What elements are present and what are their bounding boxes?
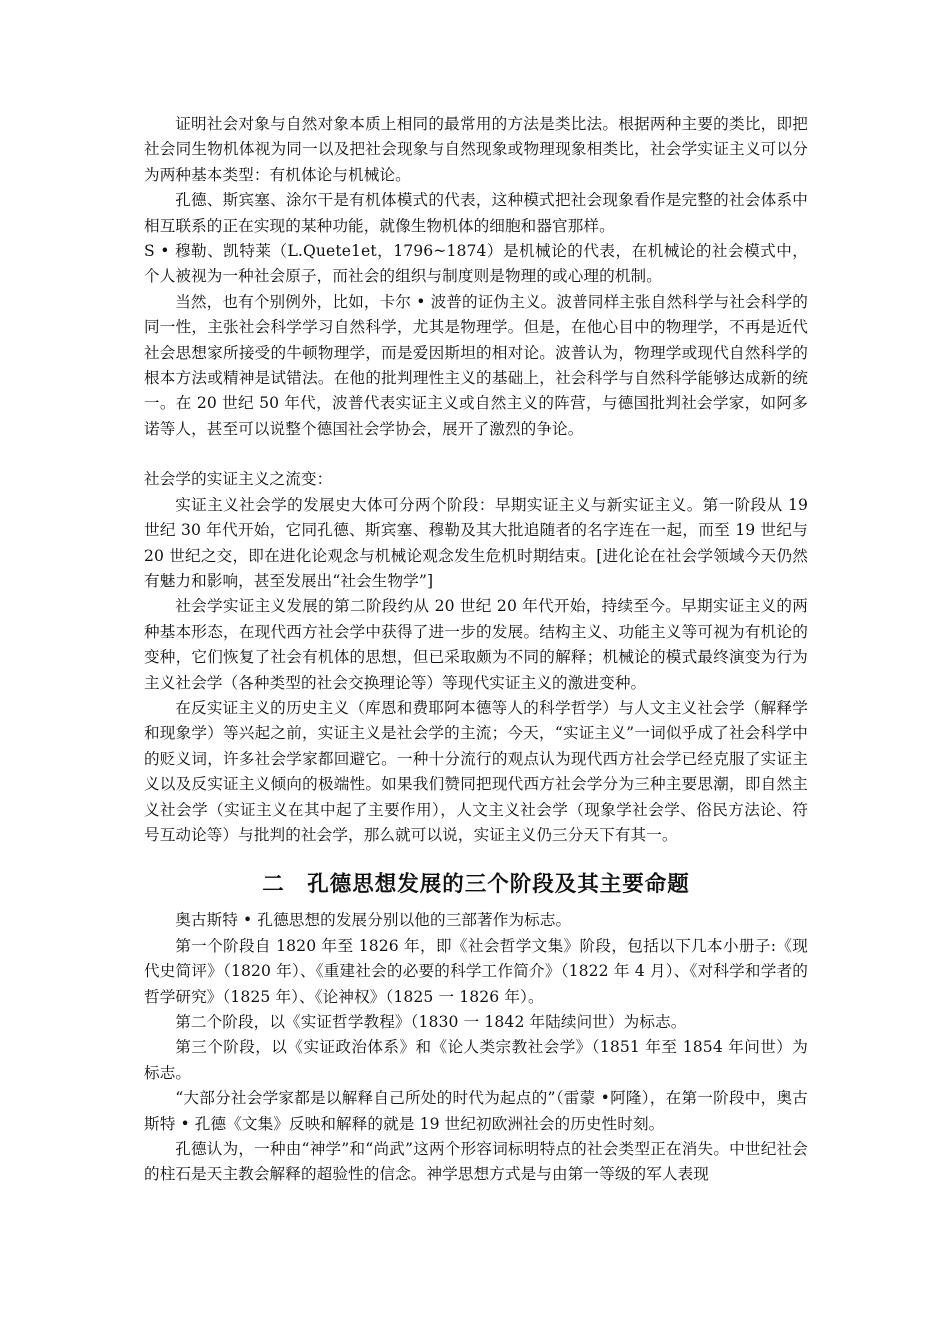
document-page <box>144 112 808 1188</box>
paragraph-second-stage: 社会学实证主义发展的第二阶段约从 20 世纪 20 年代开始，持续至今。早期实证主义的两种基本形态，在现代西方社会学中获得了进一步的发展。结构主义、功能主义等可视为有机论的变种，它们恢复了社会有机体的思想，但已采取颇为不同的解释；机械论的模式最终演变为行为主义社会学（各种类型的社会交换理论等）等现代实证主义的激进变种。 <box>144 597 808 692</box>
paragraph-second-stage-comte: 第二个阶段，以《实证哲学教程》（1830 一 1842 年陆续问世）为标志。 <box>175 1013 687 1031</box>
paragraph-third-stage-comte: 第三个阶段，以《实证政治体系》和《论人类宗教社会学》（1851 年至 1854 年问世）为标志。 <box>144 1038 808 1082</box>
paragraph-anti-positivism: 在反实证主义的历史主义（库恩和费耶阿本德等人的科学哲学）与人文主义社会学（解释学和现象学）等兴起之前，实证主义是社会学的主流；今天，“实证主义”一词似乎成了社会科学中的贬义词，许多社会学家都回避它。一种十分流行的观点认为现代西方社会学已经克服了实证主义以及反实证主义倾向的极端性。如果我们赞同把现代西方社会学分为三种主要思潮，即自然主义社会学（实证主义在其中起了主要作用），人文主义社会学（现象学社会学、俗民方法论、符号互动论等）与批判的社会学，那么就可以说，实证主义仍三分天下有其一。 <box>144 698 808 844</box>
paragraph-comte-works: 奥古斯特 • 孔德思想的发展分别以他的三部著作为标志。 <box>175 911 572 930</box>
paragraph-analogy-method: 证明社会对象与自然对象本质上相同的最常用的方法是类比法。根据两种主要的类比，即把社会同生物机体视为同一以及把社会现象与自然现象或物理现象相类比，社会学实证主义可以分为两种基本类型：有机体论与机械论。 <box>144 115 808 184</box>
section-label-positivism-evolution: 社会学的实证主义之流变： <box>144 470 333 489</box>
section-heading-comte-stages: 二 孔德思想发展的三个阶段及其主要命题 <box>262 872 690 898</box>
paragraph-organicism: 孔德、斯宾塞、涂尔干是有机体模式的代表，这种模式把社会现象看作是完整的社会体系中相互联系的正在实现的某种功能，就像生物机体的细胞和器官那样。 <box>144 191 808 235</box>
paragraph-first-stage: 第一个阶段自 1820 年至 1826 年，即《社会哲学文集》阶段，包括以下几本小册子:《现代史简评》（1820 年）、《重建社会的必要的科学工作简介》（1822 年 4 月）、《对科学和学者的哲学研究》（1825 年）、《论神权》（1825 一 1826 年）。 <box>144 936 808 1006</box>
paragraph-popper: 当然，也有个别例外，比如，卡尔 • 波普的证伪主义。波普同样主张自然科学与社会科学的同一性，主张社会科学学习自然科学，尤其是物理学。但是，在他心目中的物理学，不再是近代社会思想家所接受的牛顿物理学，而是爱因斯坦的相对论。波普认为，物理学或现代自然科学的根本方法或精神是试错法。在他的批判理性主义的基础上，社会科学与自然科学能够达成新的统一。在 20 世纪 50 年代，波普代表实证主义或自然主义的阵营，与德国批判社会学家，如阿多诺等人，甚至可以说整个德国社会学协会，展开了激烈的争论。 <box>144 292 808 438</box>
paragraph-aron-quote: “大部分社会学家都是以解释自己所处的时代为起点的”（雷蒙 •阿隆），在第一阶段中，奥古斯特 • 孔德《文集》反映和解释的就是 19 世纪初欧洲社会的历史性时刻。 <box>144 1089 808 1133</box>
paragraph-two-stages: 实证主义社会学的发展史大体可分两个阶段：早期实证主义与新实证主义。第一阶段从 19 世纪 30 年代开始，它同孔德、斯宾塞、穆勒及其大批追随者的名字连在一起，而至 19 世纪与 20 世纪之交，即在进化论观念与机械论观念发生危机时期结束。[进化论在社会学领域今天仍然有魅力和影响，甚至发展出“社会生物学”] <box>144 495 808 590</box>
paragraph-gap <box>144 442 808 467</box>
paragraph-mechanism: S • 穆勒、凯特莱（L.Quete1et，1796~1874）是机械论的代表，在机械论的社会模式中，个人被视为一种社会原子，而社会的组织与制度则是物理的或心理的机制。 <box>144 242 808 286</box>
paragraph-theology-military: 孔德认为，一种由“神学”和“尚武”这两个形容词标明特点的社会类型正在消失。中世纪社会的柱石是天主教会解释的超验性的信念。神学思想方式是与由第一等级的军人表现 <box>144 1140 808 1184</box>
